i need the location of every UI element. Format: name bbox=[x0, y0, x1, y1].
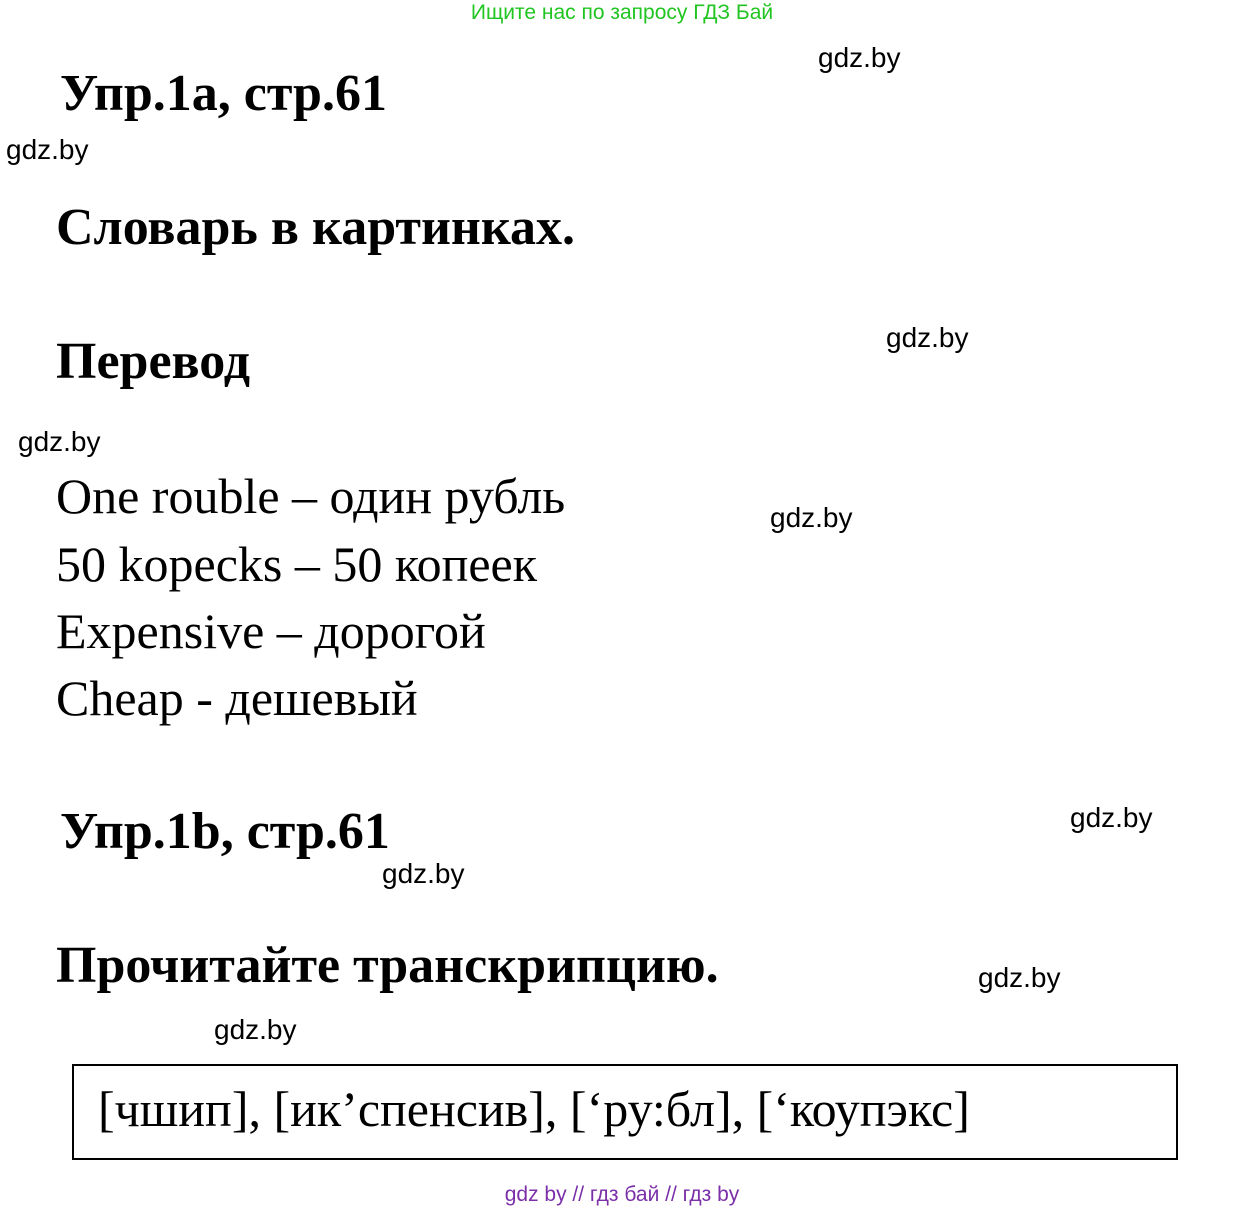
transcription-box bbox=[72, 1064, 1178, 1160]
top-banner: Ищите нас по запросу ГДЗ Бай bbox=[470, 1, 774, 24]
watermark: gdz.by bbox=[770, 502, 853, 533]
exercise-1b-heading: Упр.1b, стр.61 bbox=[60, 803, 390, 860]
vocab-item: Cheap - дешевый bbox=[56, 670, 418, 726]
watermark: gdz.by bbox=[978, 962, 1061, 993]
exercise-1a-subheading: Словарь в картинках. bbox=[56, 199, 576, 256]
vocab-item: Expensive – дорогой bbox=[56, 603, 486, 659]
footer-links: gdz by // гдз бай // гдз by bbox=[504, 1183, 740, 1206]
watermark: gdz.by bbox=[18, 426, 101, 457]
exercise-1b-subheading: Прочитайте транскрипцию. bbox=[56, 937, 719, 994]
watermark: gdz.by bbox=[886, 322, 969, 353]
exercise-1a-heading: Упр.1a, стр.61 bbox=[60, 65, 387, 122]
vocab-item: 50 kopecks – 50 копеек bbox=[56, 536, 538, 592]
watermark: gdz.by bbox=[1070, 802, 1153, 833]
watermark: gdz.by bbox=[382, 858, 465, 889]
vocab-item: One rouble – один рубль bbox=[56, 468, 566, 524]
section-title-translation: Перевод bbox=[56, 333, 251, 390]
watermark: gdz.by bbox=[214, 1014, 297, 1045]
watermark: gdz.by bbox=[818, 42, 901, 73]
watermark: gdz.by bbox=[6, 134, 89, 165]
transcription-text: [чшип], [ик’спенсив], [‘ру:бл], [‘коупэкс] bbox=[98, 1081, 970, 1137]
